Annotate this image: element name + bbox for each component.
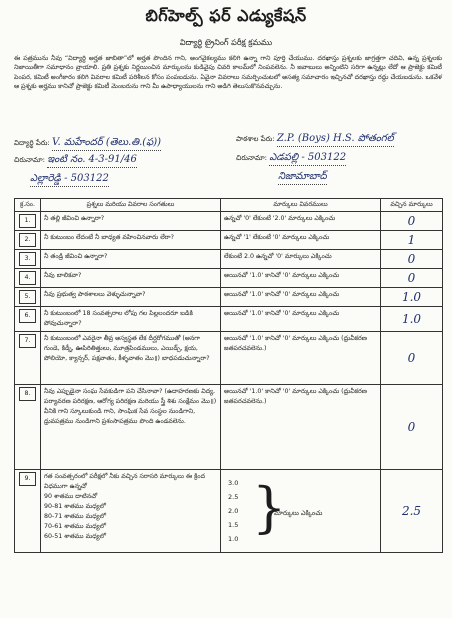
row-marks: అయినచో '1.0' కానిచో '0' మార్కులు ఎక్కించు [221,288,381,307]
row-number: 4. [19,271,35,285]
row-number: 6. [19,309,35,323]
district-row [278,170,327,185]
student-name-value: V. మహేందర్ (తెలు.తి.(ఫ)) [52,136,161,151]
marks-scale-list [228,476,238,546]
row-score[interactable]: 0 [381,250,443,269]
row-question: నీవు ఎప్పుడైనా సంఘ సేవకుడిగా పని చేసినావా? (ఉదాహరణకు విద్య, పర్యావరణ పరిరక్షణ, ఆరోగ్య పరిరక్షణ మరియు స్త్రీ శిశు సంక్షేమం మొ॥) వీనికి గాని స్కూలుకుండి గాని, సాంఘిక సేవ సంస్థల నుండిగాని, ధ్రువపత్రము నుండిగాని ప్రశంసాపత్రము పొంది ఉండవలెను. [41,385,221,470]
row-question: నీ కుటుంబంలో 18 సంవత్సరాల లోపు గల పిల్లలందరూ బడికి పోవుచున్నారా? [41,307,221,332]
page-title: బిగ్‌హెల్ప్ ఫర్ ఎడ్యుకేషన్ [145,6,307,25]
row-number: 3. [19,252,35,266]
row-number: 8. [19,387,35,401]
address2-row: చిరునామా: ఎడపల్లి - 503122 [236,151,346,166]
row-score[interactable]: 1.0 [381,307,443,332]
header-serial: క్ర.సం. [15,199,41,212]
student-name-label: విద్యార్థి పేరు [14,139,48,147]
header-marks: మార్కులు వివరములు [221,199,381,212]
table-row [15,231,443,250]
table-row [15,470,443,553]
table-row [15,307,443,332]
pincode-row [30,172,109,187]
row-score[interactable]: 0 [381,212,443,231]
row-score[interactable]: 2.5 [381,470,443,553]
table-header-row [15,199,443,212]
school-name-value: Z.P. (Boys) H.S. పోతంగల్ [277,132,394,147]
curly-brace-icon: } [252,476,287,539]
address2-label: చిరునామా [236,154,265,162]
row-score[interactable]: 0 [381,269,443,288]
questions-table [14,198,443,553]
header-score: వచ్చిన మార్కులు [381,199,443,212]
address-label: చిరునామా [14,156,43,164]
row-question: నీవు బాలికవా? [41,269,221,288]
row-marks-scale [221,470,381,553]
marks-scale-value: 2.0 [228,507,239,515]
header-question: ప్రశ్నలు మరియు వివరాల సంగతులు [41,199,221,212]
marks-scale-label: మార్కులు ఎక్కించు [274,509,323,517]
marks-scale-value: 1.5 [228,521,239,529]
table-row [15,269,443,288]
school-name-label: పాఠశాల పేరు [236,135,273,143]
school-name-row: పాఠశాల పేరు: Z.P. (Boys) H.S. పోతంగల్ [236,132,394,147]
student-name-row: విద్యార్థి పేరు: V. మహేందర్ (తెలు.తి.(ఫ)) [14,136,161,151]
table-row [15,332,443,385]
row-number: 9. [19,472,35,486]
row-marks: ఉన్నచో '0' లేకుంటే '2.0' మార్కులు ఎక్కించు [221,212,381,231]
row-number: 2. [19,233,35,247]
table-row [15,385,443,470]
address-row: చిరునామా: ఇంటి నం. 4-3-91/46 [14,153,137,168]
row-question: నీ కుటుంబంలో ఎవరైనా తీవ్ర అస్వస్థత లేక దీర్ఘరోగముతో (అనగా గుండె, కిడ్నీ, ఊపిరితిత్తులు, మూత్రపిండములు, ఎయిడ్స్, క్షయ, పోలియో, క్యాన్సర్, పక్షవాతం, కీళ్ళవాతం మొ॥) బాధపడుచున్నారా? [41,332,221,385]
pincode-value: ఎల్లారెడ్డి - 503122 [30,172,109,187]
address-value: ఇంటి నం. 4-3-91/46 [47,153,137,168]
row-marks: అయినచో '1.0' కానిచో '0' మార్కులు ఎక్కించు (ధ్రువీకరణ జతపరచవలెను.) [221,385,381,470]
row-question: నీ కుటుంబం లేదంటే నీ బాధ్యత వహించినవారు లేరా? [41,231,221,250]
row-question: గత సంవత్సరంలో పరీక్షలో నీకు వచ్చిన సరాసరి మార్కులు ఈ క్రింద విధముగా ఉన్నచో 90 శాతము దాటినచో 90-81 శాతము మధ్యలో 80-71 శాతము మధ్యలో 70-61 శాతము మధ్యలో 60-51 శాతము మధ్యలో [41,470,221,553]
row-number: 5. [19,290,35,304]
marks-scale-value: 3.0 [228,479,239,487]
row-score[interactable]: 0 [381,332,443,385]
address2-value: ఎడపల్లి - 503122 [269,151,346,166]
row-score[interactable]: 1 [381,231,443,250]
instructions-paragraph: ఈ పత్రమును నీవు “విద్యార్థి అర్హత జాబితా”లో అర్హత పొందిన గాని, అంగవైకల్యము కలిగి ఉన్నా గాని పూర్తి చేయుము. దరఖాస్తు ప్రశ్నలకు జాగ్రత్తగా చదివి, ఉన్న ప్రశ్నలకు నిజాయితీగా సమాధానం వ్రాయాలి. ప్రతి ప్రశ్నకు నిర్ణయించిన మార్కులను కుడివైపు చివరి కాలమ్‌లో నింపవలెను. నీ జవాబులు అన్నింటిని సరిగా ఉన్నట్లు లేదో ఆ ప్రాజెక్టు కమిటీ పెంపర, కమిటీ అంగీకారం కలిగి వివరాల కమిటీ పరిశీలన కోసం పంపబడును. ఏవైనా వివరాలు సమర్పించుటలో అసత్య సమాచారం ఇచ్చినచో దరఖాస్తు రద్దు చేయబడును. ఒకవేళ ఆ ప్రశ్నకు అర్హము కానిచో ప్రాజెక్టు కమిటీ మెంబరును గాని మీ ఉపాధ్యాయులను గాని అడిగి తెలుసుకొనవచ్చును. [14,55,442,91]
page-subtitle: విద్యార్థి ట్రైనింగ్ పరీక్ష క్రమము [179,38,273,47]
row-question: నీ తండ్రి జీవించి ఉన్నారా? [41,250,221,269]
row-score[interactable]: 1.0 [381,288,443,307]
row-marks: అయినచో '1.0' కానిచో '0' మార్కులు ఎక్కించు [221,269,381,288]
table-row [15,288,443,307]
table-row [15,212,443,231]
marks-scale-value: 1.0 [228,535,239,543]
row-question: నీ తల్లి జీవించి ఉన్నారా? [41,212,221,231]
row-number: 1. [19,214,35,228]
row-number: 7. [19,334,35,348]
row-marks: ఉన్నచో '1' లేకుంటే '0' మార్కులు ఎక్కించు [221,231,381,250]
row-marks: అయినచో '1.0' కానిచో '0' మార్కులు ఎక్కించు (ధ్రువీకరణ జతపరచవలెను.) [221,332,381,385]
row-question: నీవు ప్రభుత్వ పాఠశాలలు వెళ్ళుచున్నావా? [41,288,221,307]
table-row [15,250,443,269]
marks-scale-value: 2.5 [228,493,239,501]
row-score[interactable]: 0 [381,385,443,470]
district-value: నిజామాబాద్ [278,170,327,185]
row-marks: అయినచో '1.0' కానిచో '0' మార్కులు ఎక్కించు [221,307,381,332]
row-marks: లేకుంటే 2.0 ఉన్నచో '0' మార్కులు ఎక్కించు [221,250,381,269]
